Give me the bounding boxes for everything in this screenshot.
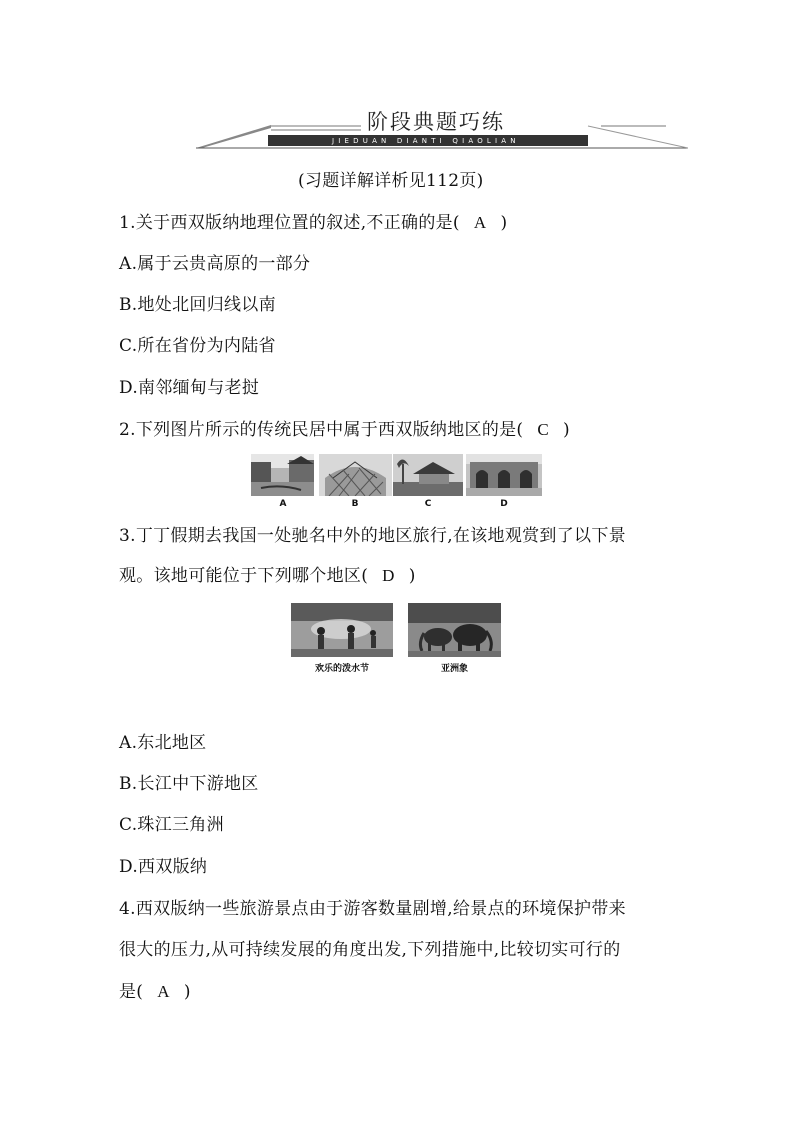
question-2-answer: C [537,420,549,439]
question-4-answer: A [157,982,170,1001]
question-1-answer: A [473,213,487,232]
question-3-option-a: A.东北地区 [119,733,207,753]
question-3-stem-line2 [119,565,416,587]
question-1-close: ) [500,213,508,233]
photo-water-festival [291,603,393,657]
figure-label-a: A [279,499,287,509]
question-3-stem-line1: 3.丁丁假期去我国一处驰名中外的地区旅行,在该地观赏到了以下景 [119,526,626,546]
header-title: 阶段典题巧练 [367,110,505,134]
photo-dwelling-d [466,454,542,496]
photo-dwelling-c [393,454,463,496]
question-2-text: 2.下列图片所示的传统民居中属于西双版纳地区的是( [119,420,524,440]
question-1-option-b: B.地处北回归线以南 [119,295,276,315]
question-4-close: ) [183,982,191,1002]
figure-label-c: C [424,499,432,509]
question-1-option-d: D.南邻缅甸与老挝 [119,378,260,398]
figure-caption-water-festival: 欢乐的泼水节 [314,664,369,674]
figure-label-d: D [500,499,508,509]
figure-caption-elephant: 亚洲象 [440,664,468,674]
question-1-option-a: A.属于云贵高原的一部分 [119,254,311,274]
question-3-text: 观。该地可能位于下列哪个地区( [119,566,369,586]
question-3-option-d: D.西双版纳 [119,857,208,877]
question-3-option-b: B.长江中下游地区 [119,774,259,794]
figure-label-b: B [351,499,359,509]
question-4-stem-line3 [119,981,191,1003]
question-4-stem-line2: 很大的压力,从可持续发展的角度出发,下列措施中,比较切实可行的 [119,940,621,960]
question-1-text: 1.关于西双版纳地理位置的叙述,不正确的是( [119,213,460,233]
question-4-stem-line1: 4.西双版纳一些旅游景点由于游客数量剧增,给景点的环境保护带来 [119,899,626,919]
question-3-option-c: C.珠江三角洲 [119,815,224,835]
photo-asian-elephant [408,603,501,657]
question-1-option-c: C.所在省份为内陆省 [119,336,276,356]
answer-note: (习题详解详析见112页) [298,171,484,191]
photo-dwelling-a [251,454,314,496]
question-2-stem [119,419,570,441]
question-2-close: ) [563,420,570,440]
header-subtitle: JIEDUAN DIANTI QIAOLIAN [332,137,520,145]
question-4-text: 是( [119,982,144,1002]
question-3-answer: D [382,566,395,585]
question-3-close: ) [408,566,416,586]
photo-dwelling-b [319,454,392,496]
question-1-stem [119,212,507,234]
